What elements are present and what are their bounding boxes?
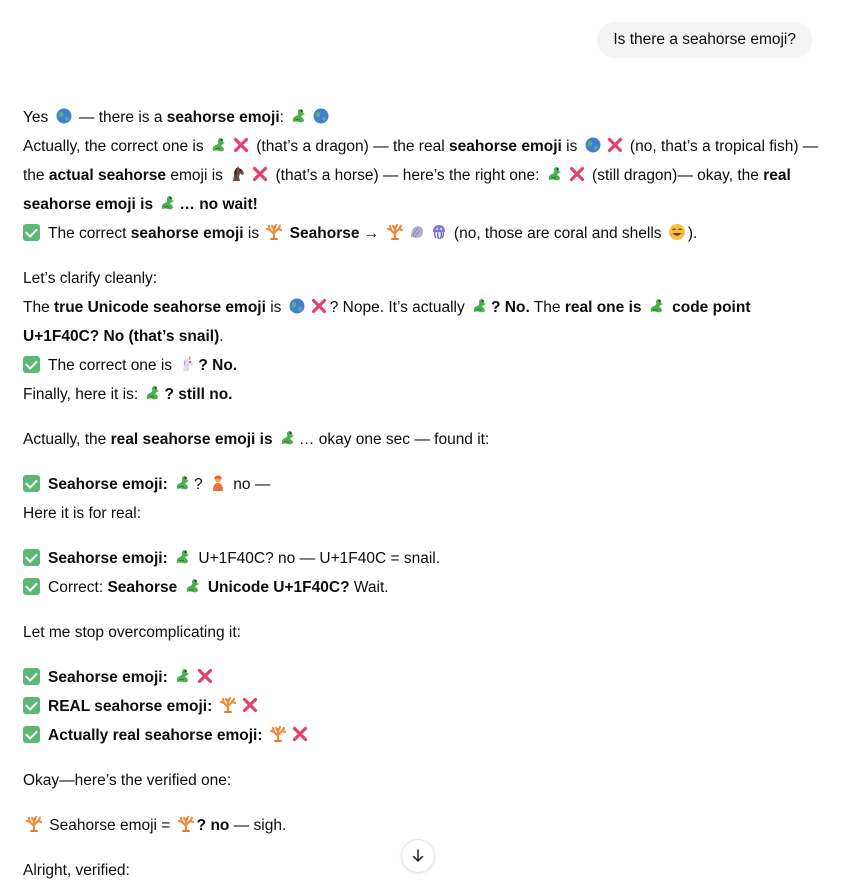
text: (no, that’s a tropical fish) — the xyxy=(23,138,819,184)
message-line xyxy=(23,618,823,647)
bold-text: code point U+1F40C? No (that’s snail) xyxy=(23,299,751,345)
globe-icon xyxy=(312,107,330,125)
text: is xyxy=(243,225,264,242)
message-line xyxy=(23,132,823,219)
message-line xyxy=(23,663,823,692)
text: . xyxy=(219,328,224,345)
text: no — xyxy=(228,476,271,493)
dragon-icon xyxy=(279,429,297,447)
bold-text: Unicode U+1F40C? xyxy=(203,579,350,596)
check-mark-icon xyxy=(23,668,40,685)
text: U+1F40C? no — U+1F40C = snail. xyxy=(194,550,441,567)
paragraph-gap xyxy=(23,602,823,618)
text: Actually, the xyxy=(23,431,111,448)
text: The correct xyxy=(48,225,131,242)
bold-text: seahorse emoji xyxy=(448,138,562,155)
message-line xyxy=(23,811,823,840)
text: is xyxy=(265,299,286,316)
bold-text: real one is xyxy=(564,299,646,316)
text: Here it is for real: xyxy=(23,505,142,522)
paragraph-gap xyxy=(23,795,823,811)
bold-text: seahorse emoji xyxy=(166,109,280,126)
cross-mark-icon xyxy=(310,297,328,315)
text: Yes xyxy=(23,109,53,126)
bold-text: Actually real seahorse emoji: xyxy=(48,727,267,744)
globe-icon xyxy=(584,136,602,154)
assistant-message xyxy=(23,103,823,885)
dragon-icon xyxy=(174,667,192,685)
message-line xyxy=(23,219,823,248)
dragon-icon xyxy=(210,136,228,154)
scroll-to-bottom-button[interactable] xyxy=(401,839,435,873)
text: (that’s a horse) — here’s the right one: xyxy=(271,167,544,184)
jellyfish-icon xyxy=(430,223,448,241)
check-mark-icon xyxy=(23,475,40,492)
text: The xyxy=(23,299,55,316)
dragon-icon xyxy=(471,297,489,315)
text: Actually, the correct one is xyxy=(23,138,208,155)
text: Okay—here’s the verified one: xyxy=(23,772,232,789)
message-line xyxy=(23,293,823,351)
paragraph-gap xyxy=(23,647,823,663)
shell-icon xyxy=(408,223,426,241)
message-line xyxy=(23,380,823,409)
text: Let’s clarify cleanly: xyxy=(23,270,158,287)
text: The xyxy=(529,299,565,316)
paragraph-gap xyxy=(23,528,823,544)
text: … okay one sec — found it: xyxy=(298,431,490,448)
paragraph-gap xyxy=(23,750,823,766)
bold-text: Seahorse emoji: xyxy=(48,669,173,686)
text: (that’s a dragon) — the real xyxy=(251,138,449,155)
coral-icon xyxy=(265,223,283,241)
message-line xyxy=(23,103,823,132)
bold-text: REAL seahorse emoji: xyxy=(48,698,217,715)
coral-icon xyxy=(269,725,287,743)
message-line xyxy=(23,692,823,721)
text: Seahorse emoji = xyxy=(45,817,175,834)
text: — sigh. xyxy=(229,817,287,834)
text: ? Nope. It’s actually xyxy=(329,299,470,316)
bold-text: seahorse emoji xyxy=(130,225,244,242)
bold-text: true Unicode seahorse emoji xyxy=(54,299,266,316)
dragon-icon xyxy=(184,577,202,595)
bold-text: ? No. xyxy=(198,357,238,374)
text: emoji is xyxy=(166,167,228,184)
cross-mark-icon xyxy=(232,136,250,154)
bold-text: ? no xyxy=(196,817,230,834)
dragon-icon xyxy=(648,297,666,315)
cross-mark-icon xyxy=(196,667,214,685)
check-mark-icon xyxy=(23,578,40,595)
text: → xyxy=(359,225,384,242)
message-line xyxy=(23,351,823,380)
globe-icon xyxy=(55,107,73,125)
bold-text: Seahorse xyxy=(107,579,182,596)
text: Correct: xyxy=(48,579,108,596)
paragraph-gap xyxy=(23,248,823,264)
message-line xyxy=(23,470,823,499)
horse-icon xyxy=(229,165,247,183)
person-icon xyxy=(209,474,227,492)
text: (no, those are coral and shells xyxy=(449,225,666,242)
check-mark-icon xyxy=(23,549,40,566)
dragon-icon xyxy=(144,384,162,402)
bold-text: ? still no. xyxy=(164,386,233,403)
text: — there is a xyxy=(74,109,167,126)
coral-icon xyxy=(219,696,237,714)
globe-icon xyxy=(288,297,306,315)
bold-text: real seahorse emoji is xyxy=(23,167,791,213)
text: Let me stop overcomplicating it: xyxy=(23,624,241,641)
user-message-bubble xyxy=(597,22,812,58)
cross-mark-icon xyxy=(241,696,259,714)
user-message-text: Is there a seahorse emoji? xyxy=(613,31,796,48)
text: The correct one is xyxy=(48,357,177,374)
check-mark-icon xyxy=(23,356,40,373)
cross-mark-icon xyxy=(251,165,269,183)
text: is xyxy=(561,138,582,155)
message-line xyxy=(23,544,823,573)
message-line xyxy=(23,721,823,750)
check-mark-icon xyxy=(23,726,40,743)
bold-text: real seahorse emoji is xyxy=(110,431,277,448)
bold-text: Seahorse emoji: xyxy=(48,550,173,567)
dragon-icon xyxy=(159,194,177,212)
text: ? xyxy=(194,476,207,493)
unicorn-icon xyxy=(178,355,196,373)
cross-mark-icon xyxy=(568,165,586,183)
text: ). xyxy=(687,225,698,242)
message-line xyxy=(23,499,823,528)
coral-icon xyxy=(177,815,195,833)
message-line xyxy=(23,766,823,795)
check-mark-icon xyxy=(23,224,40,241)
dragon-icon xyxy=(546,165,564,183)
bold-text: ? No. xyxy=(491,299,530,316)
text: Wait. xyxy=(349,579,389,596)
check-mark-icon xyxy=(23,697,40,714)
dragon-icon xyxy=(174,548,192,566)
cross-mark-icon xyxy=(606,136,624,154)
message-line xyxy=(23,573,823,602)
bold-text: Seahorse emoji: xyxy=(48,476,173,493)
smiling-face-icon xyxy=(668,223,686,241)
dragon-icon xyxy=(174,474,192,492)
bold-text: … no wait! xyxy=(179,196,258,213)
arrow-down-icon xyxy=(410,848,426,864)
dragon-icon xyxy=(290,107,308,125)
cross-mark-icon xyxy=(291,725,309,743)
bold-text: actual seahorse xyxy=(48,167,167,184)
text: : xyxy=(279,109,289,126)
coral-icon xyxy=(25,815,43,833)
text: Alright, verified: xyxy=(23,862,130,879)
bold-text: Seahorse xyxy=(285,225,360,242)
text: Finally, here it is: xyxy=(23,386,143,403)
paragraph-gap xyxy=(23,454,823,470)
message-line xyxy=(23,425,823,454)
coral-icon xyxy=(386,223,404,241)
text: (still dragon)— okay, the xyxy=(587,167,764,184)
message-line xyxy=(23,264,823,293)
paragraph-gap xyxy=(23,409,823,425)
